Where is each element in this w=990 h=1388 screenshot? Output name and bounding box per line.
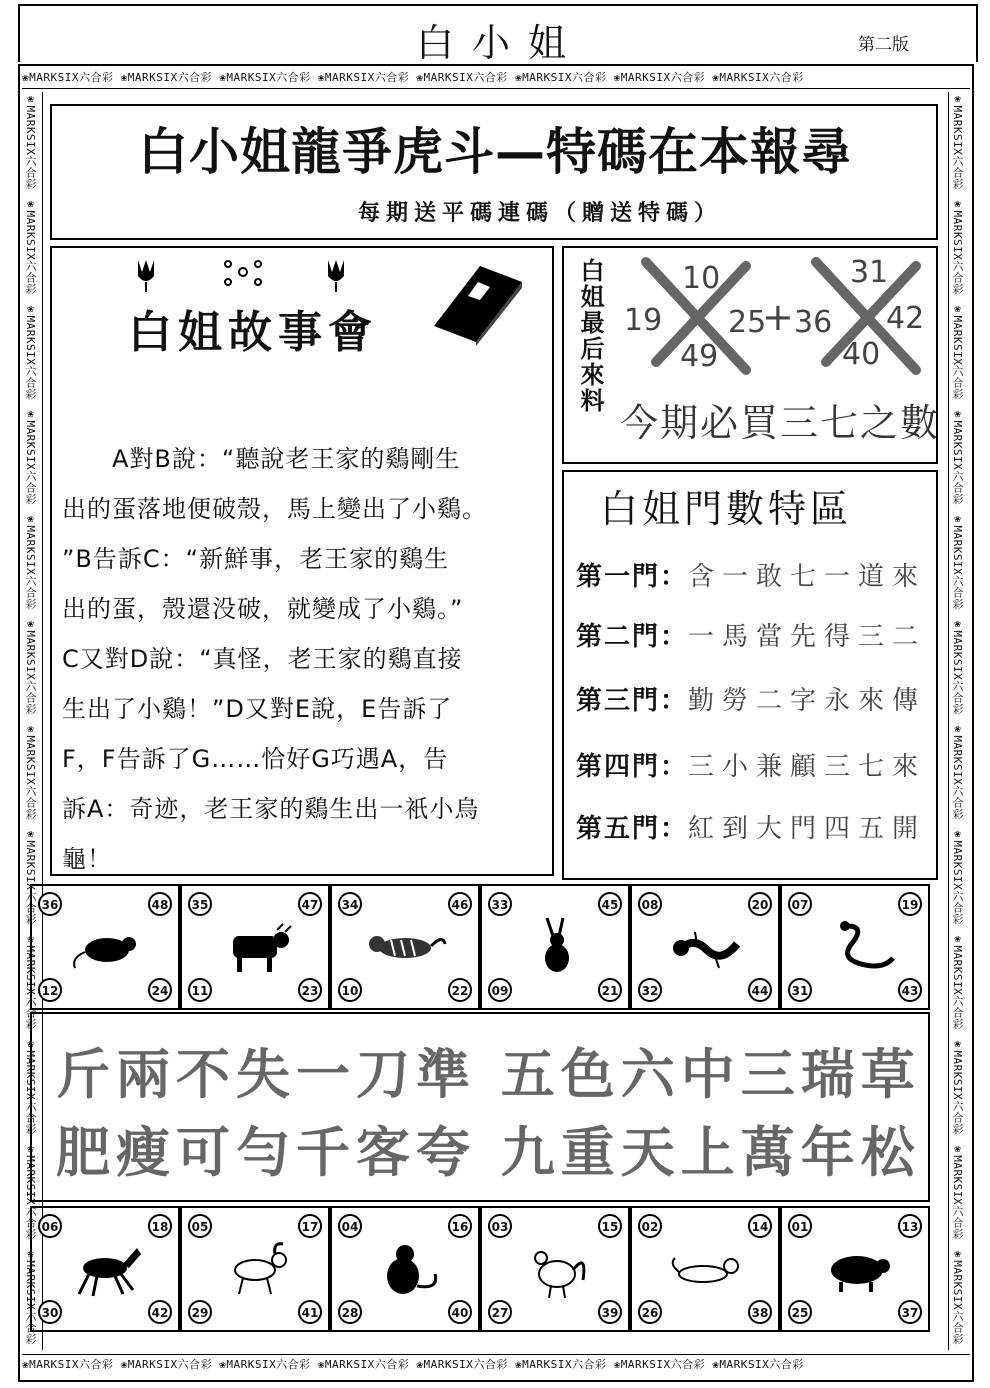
zodiac-number: 47 (298, 892, 322, 916)
gate-label: 第一門： (576, 562, 689, 592)
story-line: C又對D說：“真怪，老王家的鷄直接 (62, 645, 463, 673)
page-title: 白小姐 (415, 21, 584, 65)
monkey-icon (367, 1236, 447, 1302)
zodiac-number: 12 (38, 978, 62, 1002)
zodiac-number: 31 (788, 978, 812, 1002)
gate-label: 第二門： (576, 622, 689, 652)
zodiac-number: 42 (148, 1300, 172, 1324)
zodiac-grid-top (30, 884, 930, 1010)
zodiac-number: 05 (188, 1214, 212, 1238)
border-band-top: ❀MARKSIX六合彩 ❀MARKSIX六合彩 ❀MARKSIX六合彩 ❀MARKSIX六合彩 ❀MARKSIX六合彩 ❀MARKSIX六合彩 ❀MARKSIX六合彩 ❀MARKSIX六合彩 (22, 68, 970, 89)
zodiac-number: 04 (338, 1214, 362, 1238)
zodiac-number: 15 (598, 1214, 622, 1238)
zodiac-number: 26 (638, 1300, 662, 1324)
edition-label: 第二版 (858, 35, 909, 55)
zodiac-number: 24 (148, 978, 172, 1002)
dog-icon (667, 1236, 747, 1302)
zodiac-cell (180, 1206, 330, 1332)
gate-content: 三小兼顧三七來 (688, 752, 927, 782)
dragon-icon (667, 914, 747, 980)
story-line: F，F告訴了G……恰好G巧遇A，告 (62, 745, 449, 773)
headline-subtitle: 每期送平碼連碼（贈送特碼） (357, 201, 722, 226)
gate-row (576, 556, 936, 593)
gate-content: 紅到大門四五開 (688, 814, 927, 844)
zodiac-number: 21 (598, 978, 622, 1002)
gate-label: 第五門： (576, 814, 689, 844)
zodiac-number: 16 (448, 1214, 472, 1238)
gate-content: 一馬當先得三二 (688, 622, 927, 652)
zodiac-number: 41 (298, 1300, 322, 1324)
rabbit-icon (517, 914, 597, 980)
book-icon (430, 262, 526, 346)
zodiac-cell (180, 884, 330, 1010)
zodiac-grid-bottom (30, 1206, 930, 1332)
zodiac-cell (630, 884, 780, 1010)
zodiac-number: 38 (748, 1300, 772, 1324)
zodiac-number: 48 (148, 892, 172, 916)
zodiac-number: 28 (338, 1300, 362, 1324)
zodiac-cell (30, 884, 180, 1010)
poem-line: 斤兩不失一刀準 五色六中三瑞草 (56, 1043, 921, 1106)
zodiac-number: 03 (488, 1214, 512, 1238)
story-line: 訴A：奇迹，老王家的鷄生出一衹小烏 (62, 795, 480, 823)
draw-label: 白姐最后來料 (576, 258, 604, 414)
zodiac-cell (330, 884, 480, 1010)
zodiac-number: 34 (338, 892, 362, 916)
zodiac-cell (480, 884, 630, 1010)
pig-icon (817, 1236, 897, 1302)
zodiac-number: 25 (788, 1300, 812, 1324)
zodiac-number: 22 (448, 978, 472, 1002)
ox-icon (217, 914, 297, 980)
rat-icon (67, 914, 147, 980)
story-line: A對B說：“聽說老王家的鷄剛生 (112, 445, 461, 473)
zodiac-number: 33 (488, 892, 512, 916)
story-title: 白姐故事會 (128, 307, 378, 358)
plus-sign: + (762, 295, 794, 339)
snake-icon (817, 914, 897, 980)
border-band-bottom: ❀MARKSIX六合彩 ❀MARKSIX六合彩 ❀MARKSIX六合彩 ❀MARKSIX六合彩 ❀MARKSIX六合彩 ❀MARKSIX六合彩 ❀MARKSIX六合彩 ❀MARKSIX六合彩 (22, 1354, 970, 1375)
zodiac-cell (30, 1206, 180, 1332)
must-buy-text: 今期必買三七之數 (620, 401, 941, 445)
zodiac-number: 19 (898, 892, 922, 916)
gate-row (576, 680, 936, 717)
tiger-icon (367, 914, 447, 980)
zodiac-number: 32 (638, 978, 662, 1002)
zodiac-number: 10 (338, 978, 362, 1002)
gate-content: 勤勞二字永來傳 (688, 686, 927, 716)
draw-number: 31 (850, 255, 889, 290)
zodiac-number: 46 (448, 892, 472, 916)
zodiac-number: 18 (148, 1214, 172, 1238)
gate-row (576, 808, 936, 845)
gates-title: 白姐門數特區 (600, 487, 853, 531)
zodiac-number: 08 (638, 892, 662, 916)
zodiac-number: 09 (488, 978, 512, 1002)
gate-row (576, 616, 936, 653)
zodiac-cell (630, 1206, 780, 1332)
goat-icon (217, 1236, 297, 1302)
headline-title: 白小姐龍爭虎斗—特碼在本報尋 (138, 123, 852, 181)
zodiac-number: 35 (188, 892, 212, 916)
zodiac-number: 01 (788, 1214, 812, 1238)
zodiac-number: 13 (898, 1214, 922, 1238)
story-text (62, 434, 552, 884)
tulip-ornament-icon (128, 252, 358, 294)
story-line: ”B告訴C：“新鮮事，老王家的鷄生 (62, 545, 450, 573)
border-band-right: ❀MARKSIX六合彩 ❀MARKSIX六合彩 ❀MARKSIX六合彩 ❀MARKSIX六合彩 ❀MARKSIX六合彩 ❀MARKSIX六合彩 ❀MARKSIX六合彩 ❀MARKSIX六合彩 ❀MARKSIX六合彩 ❀MARKSIX六合彩 ❀MARKSIX六合彩 ❀MARKSIX六合彩 (948, 92, 969, 1350)
story-line: 生出了小鷄！”D又對E說，E告訴了 (62, 695, 453, 723)
zodiac-number: 27 (488, 1300, 512, 1324)
story-line: 龜！ (62, 845, 112, 873)
zodiac-number: 02 (638, 1214, 662, 1238)
draw-number: 42 (886, 301, 925, 336)
zodiac-number: 06 (38, 1214, 62, 1238)
zodiac-number: 36 (38, 892, 62, 916)
zodiac-number: 07 (788, 892, 812, 916)
story-line: 出的蛋落地便破殼，馬上變出了小鷄。 (62, 495, 487, 523)
zodiac-number: 40 (448, 1300, 472, 1324)
gate-label: 第四門： (576, 752, 689, 782)
zodiac-number: 23 (298, 978, 322, 1002)
draw-number: 19 (624, 303, 663, 338)
draw-number: 10 (682, 261, 721, 296)
draw-number: 40 (842, 337, 881, 372)
zodiac-number: 44 (748, 978, 772, 1002)
poem-line: 肥瘦可勻千客夸 九重天上萬年松 (56, 1121, 921, 1184)
zodiac-cell (480, 1206, 630, 1332)
zodiac-number: 39 (598, 1300, 622, 1324)
story-line: 出的蛋，殼還没破，就變成了小鷄。” (62, 595, 464, 623)
zodiac-number: 20 (748, 892, 772, 916)
gate-label: 第三門： (576, 686, 689, 716)
zodiac-cell (780, 884, 930, 1010)
draw-number: 36 (794, 305, 833, 340)
gate-content: 含一敢七一道來 (688, 562, 927, 592)
zodiac-number: 43 (898, 978, 922, 1002)
rooster-icon (517, 1236, 597, 1302)
zodiac-number: 17 (298, 1214, 322, 1238)
zodiac-number: 14 (748, 1214, 772, 1238)
gate-row (576, 746, 936, 783)
draw-numbers (616, 252, 934, 382)
border-band-left: ❀MARKSIX六合彩 ❀MARKSIX六合彩 ❀MARKSIX六合彩 ❀MARKSIX六合彩 ❀MARKSIX六合彩 ❀MARKSIX六合彩 ❀MARKSIX六合彩 ❀MARKSIX六合彩 ❀MARKSIX六合彩 ❀MARKSIX六合彩 ❀MARKSIX六合彩 ❀MARKSIX六合彩 (22, 92, 43, 1350)
zodiac-number: 11 (188, 978, 212, 1002)
zodiac-cell (330, 1206, 480, 1332)
horse-icon (67, 1236, 147, 1302)
zodiac-number: 37 (898, 1300, 922, 1324)
draw-number: 49 (680, 339, 719, 374)
draw-number: 25 (728, 305, 767, 340)
zodiac-number: 29 (188, 1300, 212, 1324)
zodiac-cell (780, 1206, 930, 1332)
zodiac-number: 45 (598, 892, 622, 916)
zodiac-number: 30 (38, 1300, 62, 1324)
